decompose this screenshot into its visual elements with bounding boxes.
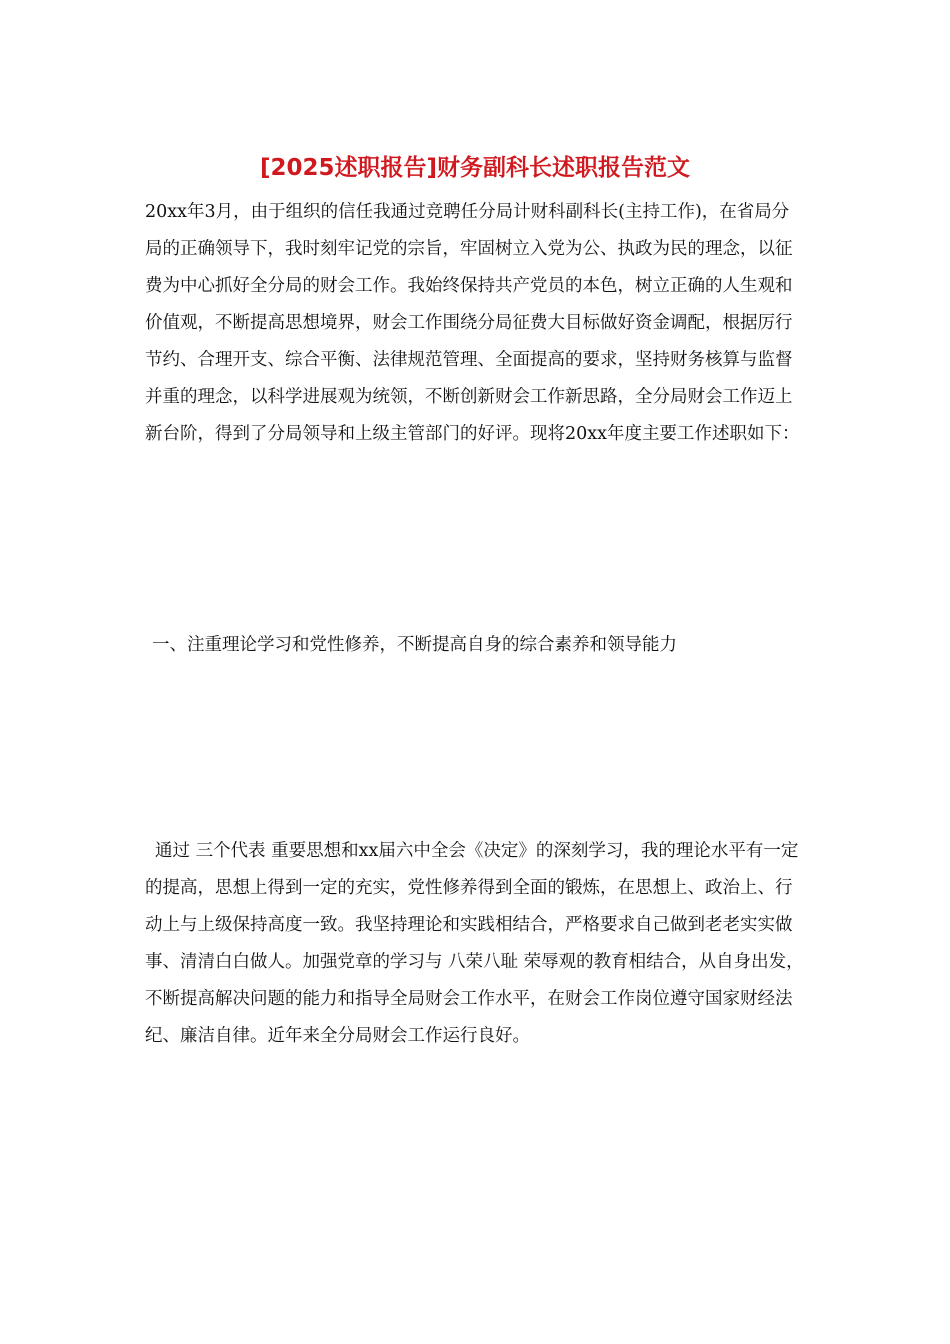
section-heading: 一、注重理论学习和党性修养，不断提高自身的综合素养和领导能力 — [152, 635, 677, 655]
document-title: [2025述职报告]财务副科长述职报告范文 — [259, 155, 691, 181]
intro-paragraph: 20xx年3月，由于组织的信任我通过竞聘任分局计财科副科长(主持工作)，在省局分局的正确领导下，我时刻牢记党的宗旨，牢固树立入党为公、执政为民的理念，以征费为中心抓好全分局的财会工作。我始终保持共产党员的本色，树立正确的人生观和价值观，不断提高思想境界，财会工作围绕分局征费大目标做好资金调配，根据厉行节约、合理开支、综合平衡、法律规范管理、全面提高的要求，坚持财务核算与监督并重的理念，以科学进展观为统领，不断创新财会工作新思路，全分局财会工作迈上新台阶，得到了分局领导和上级主管部门的好评。现将20xx年度主要工作述职如下： — [145, 202, 800, 444]
body-paragraph: 通过 三个代表 重要思想和xx届六中全会《决定》的深刻学习，我的理论水平有一定的提高，思想上得到一定的充实，党性修养得到全面的锻炼，在思想上、政治上、行动上与上级保持高度一致。我坚持理论和实践相结合，严格要求自己做到老老实实做事、清清白白做人。加强党章的学习与 八荣八耻 荣辱观的教育相结合，从自身出发，不断提高解决问题的能力和指导全局财会工作水平，在财会工作岗位遵守国家财经法纪、廉洁自律。近年来全分局财会工作运行良好。 — [145, 841, 804, 1046]
